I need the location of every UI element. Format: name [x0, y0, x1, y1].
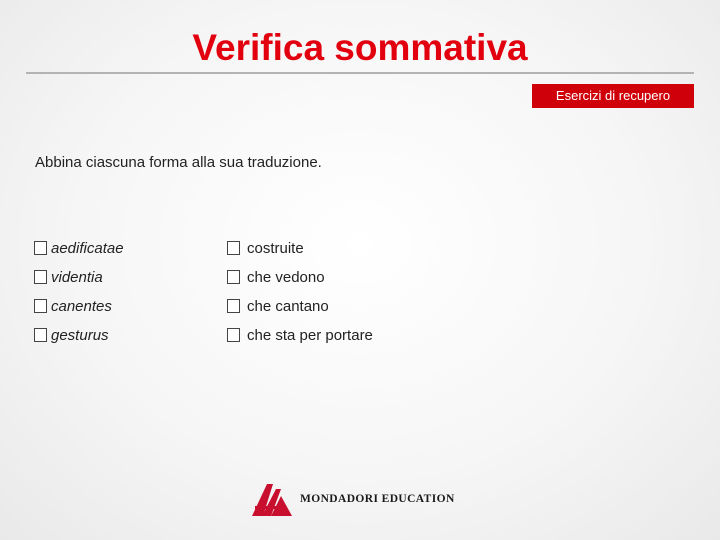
latin-form-label: canentes	[51, 297, 112, 315]
exercise-instruction: Abbina ciascuna forma alla sua traduzione.	[35, 154, 322, 171]
latin-form-item[interactable]	[34, 265, 103, 289]
translation-label: che sta per portare	[247, 326, 373, 344]
translation-item[interactable]	[227, 265, 325, 289]
publisher-logo	[250, 480, 455, 518]
translation-label: costruite	[247, 239, 304, 257]
checkbox-icon[interactable]	[227, 270, 240, 284]
translation-item[interactable]	[227, 323, 373, 347]
title-divider	[26, 72, 694, 74]
matching-row	[0, 236, 720, 260]
translation-label: che cantano	[247, 297, 329, 315]
latin-form-label: aedificatae	[51, 239, 124, 257]
checkbox-icon[interactable]	[34, 241, 47, 255]
translation-label: che vedono	[247, 268, 325, 286]
section-badge: Esercizi di recupero	[532, 84, 694, 108]
latin-form-item[interactable]	[34, 294, 112, 318]
latin-form-item[interactable]	[34, 236, 124, 260]
checkbox-icon[interactable]	[34, 328, 47, 342]
checkbox-icon[interactable]	[227, 328, 240, 342]
mondadori-logo-icon	[250, 481, 294, 517]
translation-item[interactable]	[227, 294, 329, 318]
checkbox-icon[interactable]	[34, 270, 47, 284]
checkbox-icon[interactable]	[227, 241, 240, 255]
matching-row	[0, 294, 720, 318]
latin-form-item[interactable]	[34, 323, 109, 347]
publisher-name: MONDADORI EDUCATION	[300, 493, 455, 505]
checkbox-icon[interactable]	[227, 299, 240, 313]
latin-form-label: videntia	[51, 268, 103, 286]
checkbox-icon[interactable]	[34, 299, 47, 313]
matching-row	[0, 323, 720, 347]
matching-row	[0, 265, 720, 289]
slide-title: Verifica sommativa	[192, 27, 528, 68]
latin-form-label: gesturus	[51, 326, 109, 344]
translation-item[interactable]	[227, 236, 304, 260]
